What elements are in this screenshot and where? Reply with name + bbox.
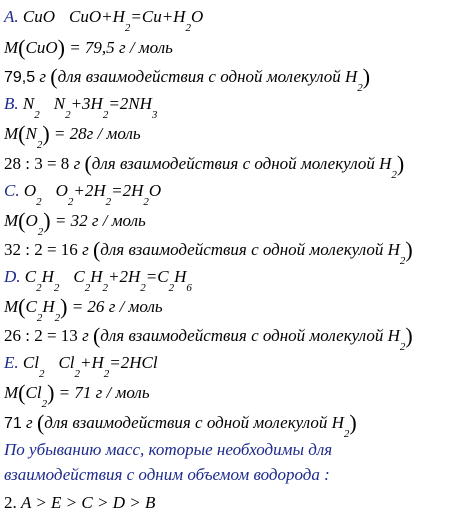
reaction-d: $C_2H_2+2H_2=C_2H_6$ (73, 267, 192, 295)
block-c-header (4, 180, 161, 208)
block-b-header (4, 93, 157, 121)
molar-mass-a: M(CuO) = 79,5 г / моль (4, 35, 173, 60)
calc-e: 71 г (для взаимодействия с одной молекулой $H_2$) (4, 410, 357, 441)
conclusion-line-1: По убыванию масс, которые необходимы для (4, 440, 333, 459)
formula-b: $N_2$ (22, 94, 40, 122)
option-label-a: A. (4, 7, 19, 26)
final-answer: 2. A > E > C > D > B (4, 493, 156, 512)
molar-mass-b: $M(N_2) = 28г$ / моль (4, 121, 141, 152)
block-e-header (4, 352, 158, 380)
formula-d: $C_2H_2$ (24, 267, 60, 295)
option-label-c: C. (4, 181, 20, 200)
formula-a: CuO (22, 7, 56, 26)
formula-e: $Cl_2$ (22, 353, 45, 381)
molar-mass-e: $M(Cl_2) = 71$ г / моль (4, 380, 150, 411)
block-a-header (4, 6, 203, 34)
reaction-b: $N_2+3H_2=2NH_3$ (53, 94, 158, 122)
calc-d: 26 : 2 = 13 г (для взаимодействия с одной молекулой $H_2$) (4, 323, 413, 354)
conclusion-line-2: взаимодействия с одним объемом водорода : (4, 465, 330, 484)
reaction-c: $O_2+2H_2=2H_2O$ (55, 181, 162, 209)
formula-c: $O_2$ (23, 181, 42, 209)
option-label-b: B. (4, 94, 19, 113)
molar-mass-c: $M(O_2) = 32$ г / моль (4, 208, 146, 239)
option-label-e: E. (4, 353, 19, 372)
calc-b: 28 : 3 = 8 г (для взаимодействия с одной молекулой $H_2$) (4, 151, 405, 182)
molar-mass-d: $M(C_2H_2) = 26$ г / моль (4, 294, 163, 325)
reaction-a: $CuO+H_2=Cu+H_2O$ (69, 7, 204, 35)
calc-c: 32 : 2 = 16 г (для взаимодействия с одной молекулой $H_2$) (4, 237, 413, 268)
option-label-d: D. (4, 267, 21, 286)
calc-a: 79,5 г (для взаимодействия с одной молекулой $H_2$) (4, 64, 371, 95)
block-d-header (4, 266, 192, 294)
reaction-e: $Cl_2+H_2=2HCl$ (58, 353, 158, 381)
